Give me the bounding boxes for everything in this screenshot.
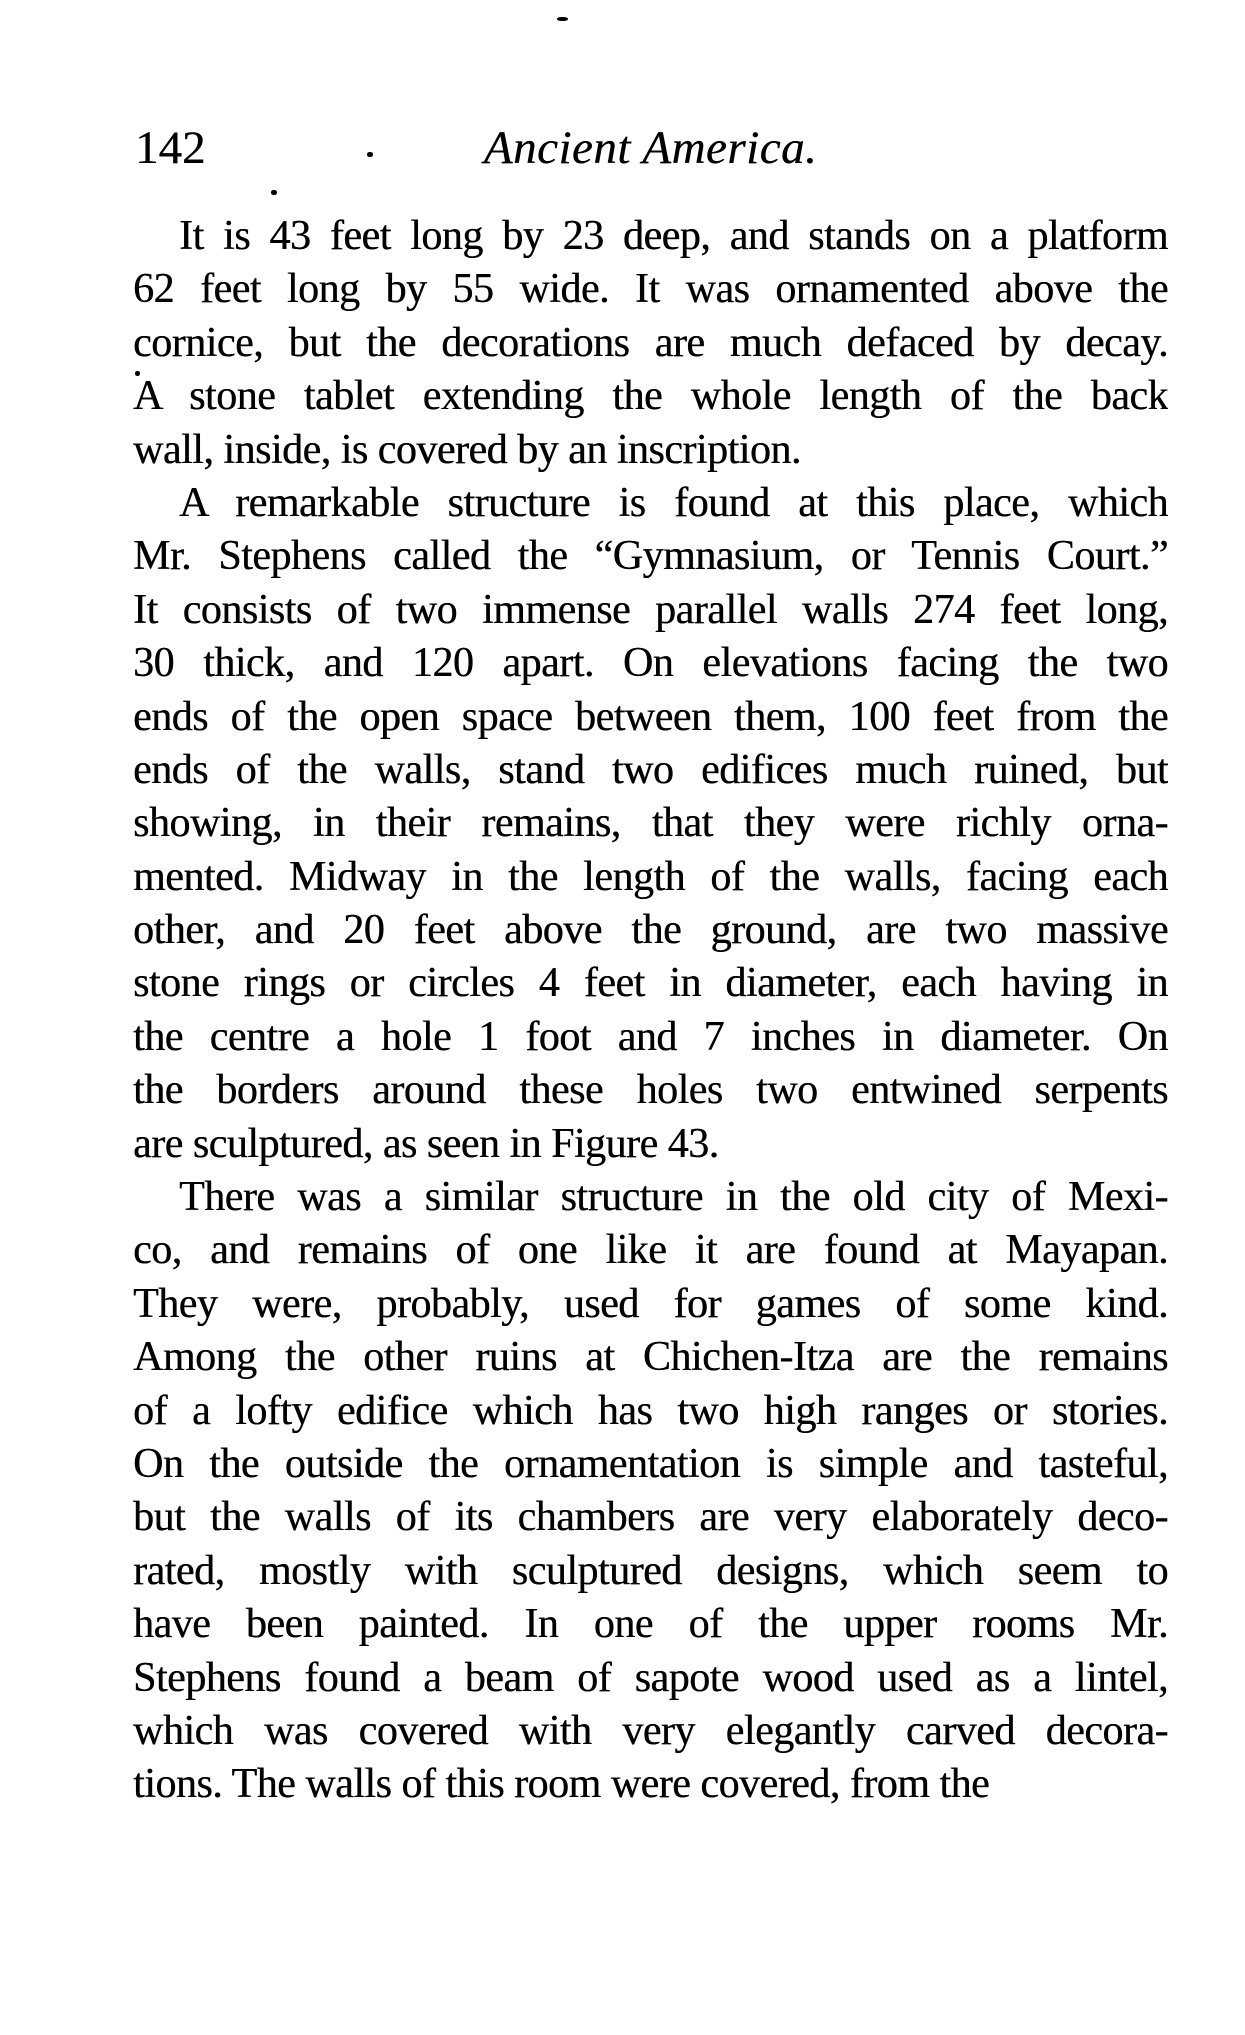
text-line: co, and remains of one like it are found at Mayapan.	[133, 1227, 1168, 1274]
text-line: the borders around these holes two entwined serpents	[133, 1067, 1168, 1114]
text-line: other, and 20 feet above the ground, are two massive	[133, 907, 1168, 954]
text-line: of a lofty edifice which has two high ranges or stories.	[133, 1387, 1168, 1434]
text-line: have been painted. In one of the upper rooms Mr.	[133, 1601, 1168, 1648]
text-line: It consists of two immense parallel walls 274 feet long,	[133, 586, 1168, 633]
text-line: A remarkable structure is found at this place, which	[179, 479, 1168, 526]
text-line: 62 feet long by 55 wide. It was ornamented above the	[133, 266, 1168, 313]
page-body	[133, 210, 1168, 1812]
page-number: 142	[135, 122, 206, 174]
text-line: 30 thick, and 120 apart. On elevations facing the two	[133, 640, 1168, 687]
text-line: the centre a hole 1 foot and 7 inches in diameter. On	[133, 1013, 1168, 1060]
text-line: are sculptured, as seen in Figure 43.	[133, 1120, 719, 1167]
text-line: cornice, but the decorations are much defaced by decay.	[133, 319, 1168, 366]
text-line: A stone tablet extending the whole length of the back	[133, 373, 1168, 420]
text-line: Among the other ruins at Chichen-Itza are the remains	[133, 1334, 1168, 1381]
scan-speck	[271, 190, 277, 195]
text-line: rated, mostly with sculptured designs, which seem to	[133, 1547, 1168, 1594]
text-line: They were, probably, used for games of some kind.	[133, 1280, 1168, 1327]
text-line: mented. Midway in the length of the walls, facing each	[133, 853, 1168, 900]
text-line: ends of the open space between them, 100 feet from the	[133, 693, 1168, 740]
text-line: On the outside the ornamentation is simple and tasteful,	[133, 1440, 1168, 1487]
text-line: ends of the walls, stand two edifices much ruined, but	[133, 746, 1168, 793]
text-line: tions. The walls of this room were covered, from the	[133, 1761, 990, 1808]
scan-speck	[557, 17, 568, 21]
text-line: but the walls of its chambers are very elaborately deco-	[133, 1494, 1168, 1541]
text-line: wall, inside, is covered by an inscription.	[133, 426, 801, 473]
text-line: Stephens found a beam of sapote wood used as a lintel,	[133, 1654, 1168, 1701]
text-line: It is 43 feet long by 23 deep, and stands on a platform	[179, 213, 1168, 259]
text-line: which was covered with very elegantly carved decora-	[133, 1707, 1168, 1754]
text-line: There was a similar structure in the old city of Mexi-	[179, 1174, 1168, 1221]
text-line: stone rings or circles 4 feet in diameter, each having in	[133, 960, 1168, 1007]
text-line: Mr. Stephens called the “Gymnasium, or Tennis Court.”	[133, 533, 1168, 580]
running-header: Ancient America.	[483, 122, 818, 174]
text-line: showing, in their remains, that they were richly orna-	[133, 800, 1168, 847]
